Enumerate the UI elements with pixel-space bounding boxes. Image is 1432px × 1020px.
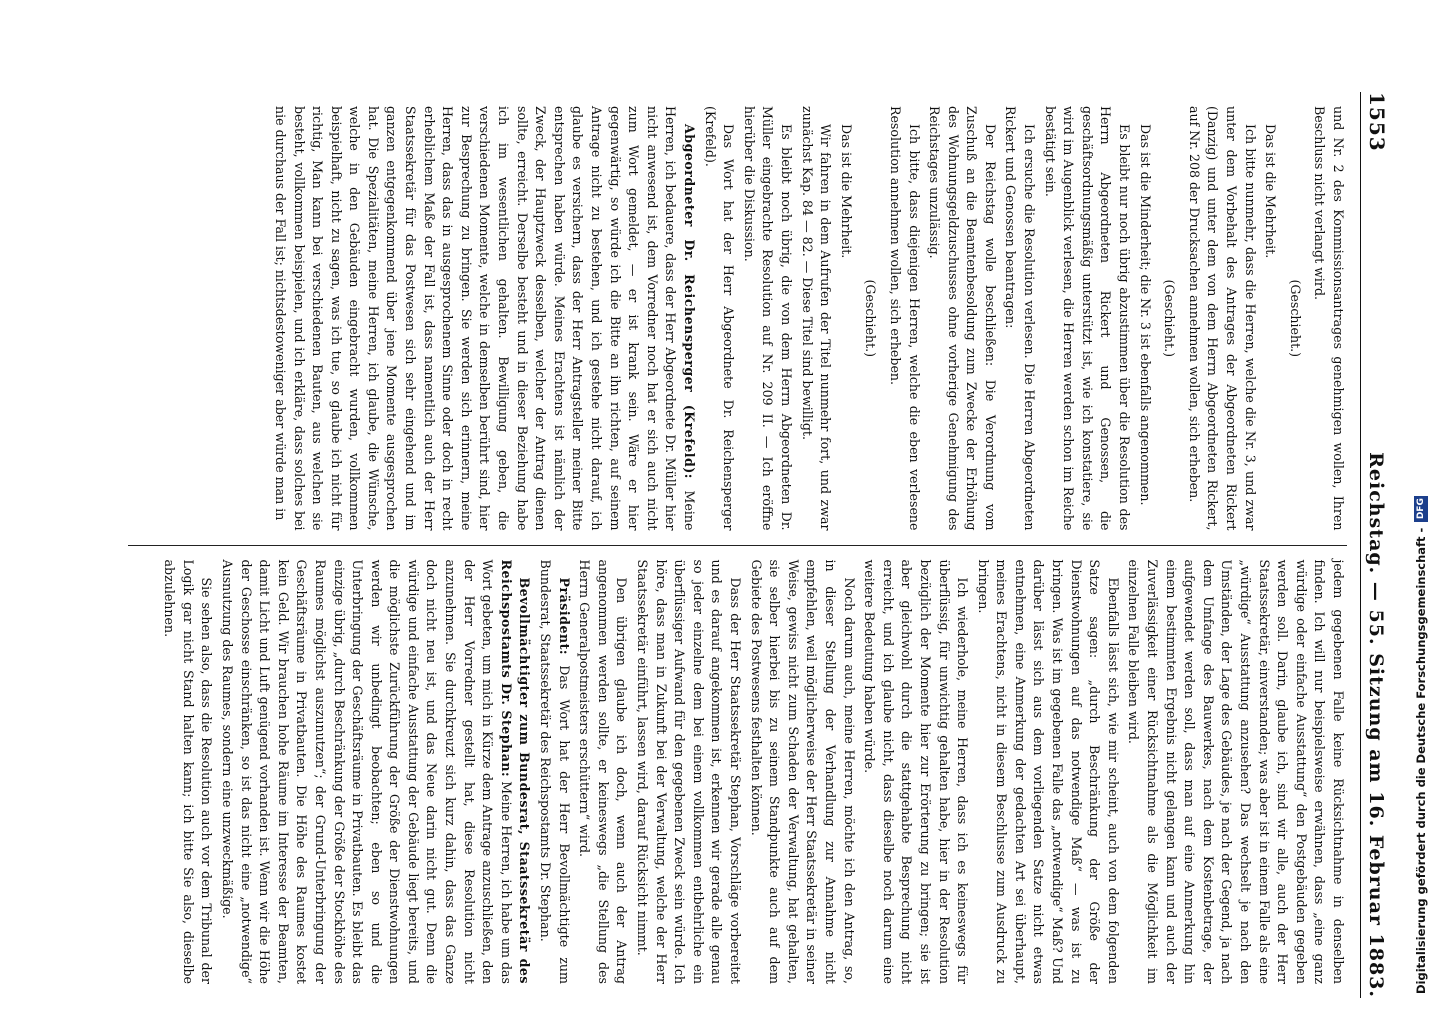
paragraph [739,106,795,531]
paragraph-text: Es bleibt noch übrig, die von dem Herrn Abgeordneten Dr. Müller eingebrachte Resolution auf Nr. 209 II. — Ich eröffne hierüber die Diskussion. [741,106,794,531]
paragraph-text: Wir fahren in dem Aufrufen der Titel nunmehr fort, und zwar zunächst Kap. 84 — 82. — Diese Titel sind bewilligt. [799,106,834,531]
paragraph [836,106,855,531]
paragraph [973,560,1122,985]
page-header [1360,92,1405,998]
paragraph-text: und Nr. 2 des Kommissionsantrages genehmigen wollen, Ihren Beschluss nicht verlangt wird. [1312,106,1346,531]
stage-direction: (Geschieht.) [1287,279,1303,358]
paragraph [860,560,972,985]
speaker-name: Präsident: [556,577,572,656]
text-column-right [128,545,1347,999]
stage-direction: (Geschieht.) [1162,279,1178,358]
paragraph [1310,106,1347,531]
paragraph-text: Dass der Herr Staatssekretär Stephan, Vorschläge vorbereitet und es darauf angekommen ist, erkennen wir gerade alle genau so jeder einzelne dem bei einem vollkommen entbehrliche ein überflüssiger Aufwand für den gegebenen Zweck sein würde. Ich höre, dass man in Zukunft bei der Verwaltung, welche der Herr Staatssekretär einführt, lassen wird, darauf Rücksicht nimmt. [635,559,743,984]
paragraph [1135,106,1154,531]
running-title: Reichstag. — 55. Sitzung am 16. Februar 1883. [1365,452,1387,998]
paragraph-text: Meine Herren, ich bedauere, dass der Herr Abgeordnete Dr. Müller hier nicht anwesend ist, dem Vorredner noch hat er sich auch nicht zum Wort gemeldet, — er ist krank sein. Wäre er hier gegenwärtig, so würde ich die Bitte an ihn richten, auf seinem Antrage nicht zu bestehen, und ich gestehe nicht darauf, ich glaube es versichern, dass der Herr Antragsteller meiner Bitte entsprechen haben würde. Meines Erachtens ist nämlich der Zweck, der Hauptzweck desselben, welcher der Antrag dienen sollte, erreicht. Derselbe besteht und in dieser Beziehung habe ich im wesentlichen gehalten. Bewilligung geben, die verschiedenen Momente, welche in demselben berührt sind, hier zur Besprechung zu bringen. Sie werden sich erinnern, meine Herren, dass das in ausgesprochenem Sinne oder doch in recht erheblichem Maße der Fall ist, dass namentlich auch der Herr Staatssekretär für das Postwesen sich sehr eingehend und im ganzen entgegenkommend über jene Momente ausgesprochen hat. Die Spezialitäten, meine Herren, ich glaube, die Wünsche, welche in den Gebäuden eingebracht wurden, vollkommen beispielhaft, nicht zu sagen, was ich tue, so glaube ich nicht für richtig, Man kann bei verschiedenen Bauten, aus welchen sie besteht, vollkommen beispielen, und ich erkläre, dass solches bei nie durchaus der Fall ist; nichtsdestoweniger aber würde man in [272,106,697,531]
digitization-footer [1410,0,1432,1000]
text-columns [128,92,1347,998]
paragraph-text: Ich ersuche die Resolution verlesen. Die Herren Abgeordneten Rickert und Genossen beantragen: [1003,106,1038,531]
paragraph [1184,106,1258,531]
paragraph [217,560,533,985]
footer-text: Digitalisierung gefördert durch die Deutsche Forschungsgemeinschaft - [1414,527,1428,994]
stage-direction: (Geschieht.) [863,279,879,358]
paragraph-text: Das ist die Mehrheit. [1263,124,1279,259]
speaker-name: Bevollmächtigter zum Bundesrat, Staatssekretär des Reichspostamts Dr. Stephan: [498,559,533,984]
paragraph [885,106,922,531]
paragraph [925,106,999,531]
paragraph-text: Es bleibt nur noch übrig abzustimmen über die Resolution des Herrn Abgeordneten Rickert und Genossen, die geschäftsordnungsmäßig unterstützt ist, wie ich konstatiere, sie wird im Augenblick verlesen, die Herren werden schon im Reiche bestätigt sein. [1042,106,1133,531]
page-number: 1553 [1365,92,1389,152]
paragraph [746,560,858,985]
paragraph [632,560,744,985]
document-page [118,70,1405,1020]
paragraph-text: Meine Herren, ich habe um das Wort gebeten, um mich in Kürze dem Antrage anzuschließen, den der Herr Vorredner gestellt hat, diese Resolution nicht anzunehmen. Sie durchkreuzt sich kurz dahin, dass das Ganze doch nicht neu ist, und das Neue darin nicht gut. Denn die würdige und einfache Ausstattung der Gebäude liegt bereits, und die möglichste Zurückführung der Größe der Dienstwohnungen werden wir unbedingt beobachten; eben so und die Unterbringung der Geschäftsräume in Privatbauten. Es bleibt das einzige übrig, „durch Beschränkung der Größe der Stockhöhe des Raumes möglichst auszunutzen“; der Grund-Unterbringung der Geschäftsräume in Privatbauten. Die Höhe des Raumes kostet kein Geld. Wir brauchen hohe Räume im Interesse der Beamten, damit Licht und Luft genügend vorhanden ist. Wenn wir die Höhe der Geschosse einschränken, so ist das nicht eine „notwendige“ Ausnutzung des Raumes, sondern eine unzweckmäßige. [219,559,514,984]
paragraph-text: Das Wort hat der Herr Abgeordnete Dr. Reichensperger (Krefeld). [702,106,737,531]
paragraph [1001,106,1038,531]
speaker-name: Abgeordneter Dr. Reichensperger (Krefeld): [682,124,697,479]
paragraph [1124,560,1347,985]
paragraph-text: Sie sehen also, dass die Resolution auch vor dem Tribunal der Logik gar nicht Stand halten kann; ich bitte Sie also, dieselbe abzulehnen. [162,559,215,984]
paragraph [1261,106,1280,531]
paragraph [160,560,216,985]
paragraph-text: Das ist die Minderheit; die Nr. 3 ist ebenfalls angenommen. [1137,124,1153,506]
paragraph-text: Ebenfalls lässt sich, wie mir scheint, auch von dem folgenden Satze sagen: „durch Beschränkung der Größe der Dienstwohnungen auf das notwendige Maß“ — was ist zu bringen. Was ist im gegebenen Falle das „notwendige“ Maß? Und darüber lässt sich aus dem vorliegenden Satze nicht etwas entnehmen, eine Anmerkung der gedachten Art sei überhaupt, meines Erachtens, nicht in diesem Beschlusse zum Ausdruck zu bringen. [975,559,1121,984]
dfg-logo: DFG [1414,496,1428,522]
paragraph-text: Noch darum auch, meine Herren, möchte ich den Antrag, so, in dieser Stellung der Verhandlung zur Annahme nicht empfehlen, weil möglicherweise der Herr Staatssekretär in seiner Weise, gewiss nicht zum Schaden der Verwaltung, hat gehalten, sie selber hierbei bis zu seinem Standpunkte auch auf dem Gebiete des Postwesens festhalten können. [748,559,857,984]
paragraph-text: Ich bitte, dass diejenigen Herren, welche die eben verlesene Resolution annehmen wollen, sich erheben. [887,106,922,531]
paragraph-text: jedem gegebenen Falle keine Rücksichtnahme in denselben finden. Ich will nur beispielsweise erwähnen, dass „eine ganz würdige oder einfache Ausstattung“ den Postgebäuden gegeben werden soll. Darin, glaube ich, sind wir alle, auch der Herr Staatssekretär, einverstanden; was aber ist in einem Falle als eine „würdige“ Ausstattung anzusehen? Das wechselt je nach den Umständen, der Lage des Gebäudes, je nach der Gegend, ja nach dem Umfange des Bauwerkes, nach dem Kostenbetrage, der aufgewendet werden soll, dass man auf eine Anmerkung hin einem bestimmten Ergebnis nicht gelangen kann und auch der Zuverlässigkeit einer Rücksichtnahme als die Möglichkeit im einzelnen Falle bleiben wird. [1126,559,1346,984]
paragraph-text: Den übrigen glaube ich doch, wenn auch der Antrag angenommen werden sollte, er keineswegs „die Stellung des Herrn Generalpostmeisters erschüttern“ wird. [577,559,630,984]
paragraph [700,106,737,531]
paragraph [575,560,631,985]
paragraph-text: Das Wort hat der Herr Bevollmächtigte zum Bundesrat, Staatssekretär des Reichspostamts Dr. Stephan. [538,559,572,984]
paragraph-text: Das ist die Mehrheit. [838,124,854,259]
paragraph [535,560,572,985]
paragraph-text: Ich bitte nunmehr, dass die Herren, welche die Nr. 3, und zwar unter dem Vorbehalt des Antrages der Abgeordneten Rickert (Danzig) und unter dem von dem Herrn Abgeordneten Rickert, auf Nr. 208 der Drucksachen annehmen wollen, sich erheben. [1186,106,1258,531]
paragraph [270,106,698,531]
paragraph-text: Der Reichstag wolle beschließen: Die Verordnung vom Zuschuß an die Beamtenbesoldung zum Zwecke der Erhöhung des Wohnungsgeldzuschusses ohne vorherige Genehmigung des Reichstages unzulässig. [927,106,998,531]
paragraph-text: Ich wiederhole, meine Herren, dass ich es keineswegs für überflüssig, für unwichtig gehalten habe, hier in der Resolution bezüglich der Momente hier zur Erörterung zu bringen; sie ist aber gleichwohl durch die stattgehabte Besprechung nicht erreicht, und ich glaube nicht, dass dieselbe noch darum eine weitere Bedeutung haben würde. [862,559,971,984]
paragraph [1040,106,1133,531]
text-column-left [128,92,1347,545]
paragraph [797,106,834,531]
